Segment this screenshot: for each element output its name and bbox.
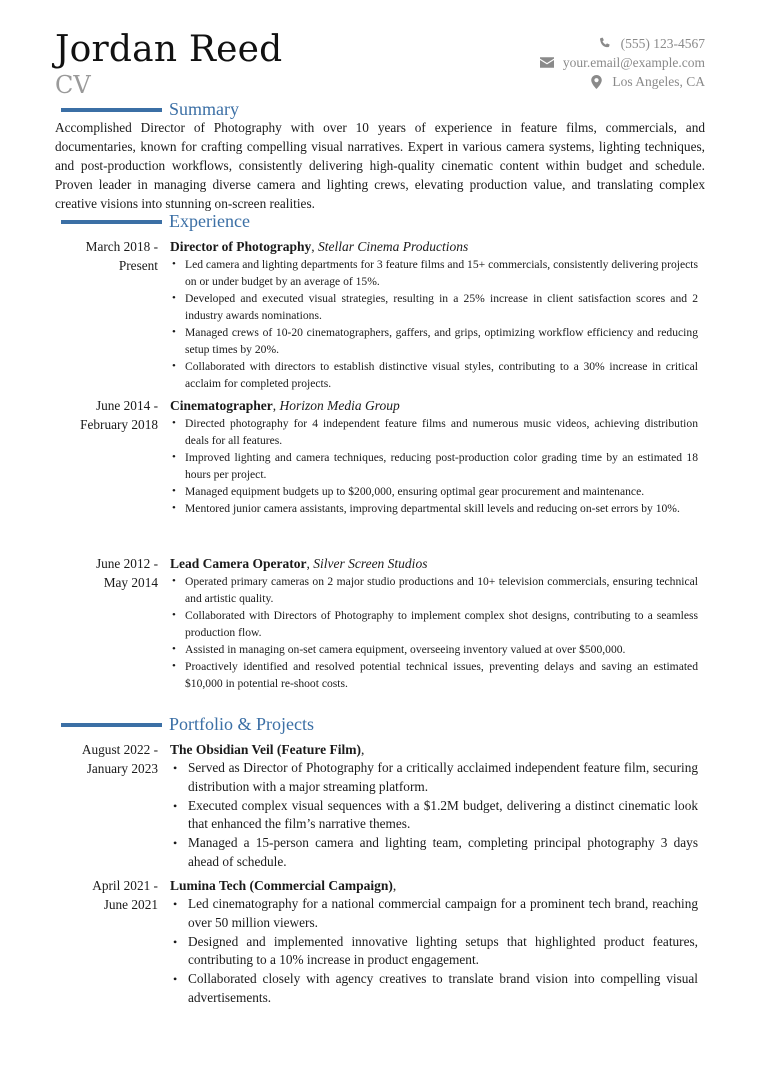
- date-end: May 2014: [103, 575, 158, 590]
- entry-content: [170, 554, 698, 692]
- bullet-list: [170, 415, 698, 517]
- section-divider: [61, 723, 162, 727]
- date-end: June 2021: [103, 897, 158, 912]
- bullet-item: • Proactively identified and resolved potential technical issues, preventing delays and saving an estimated $10,000 in potential re-shoot costs.: [170, 658, 698, 692]
- entry-content: [170, 237, 698, 392]
- entry-headline: Lead Camera Operator, Silver Screen Studios: [170, 556, 428, 571]
- document-subtitle: CV: [55, 71, 91, 99]
- job-org: Silver Screen Studios: [313, 556, 428, 571]
- bullet-item: • Directed photography for 4 independent feature films and numerous music videos, achieving distribution deals for all features.: [170, 415, 698, 449]
- bullet-item: • Improved lighting and camera techniques, reducing post-production color grading time by an estimated 18 hours per project.: [170, 449, 698, 483]
- contact-location: Los Angeles, CA: [612, 74, 705, 89]
- bullet-list: [170, 759, 698, 872]
- bullet-item: • Collaborated with Directors of Photography to implement complex shot designs, contributing to a seamless production flow.: [170, 607, 698, 641]
- section-portfolio-heading: [0, 712, 760, 736]
- date-start: August 2022 -: [81, 742, 158, 757]
- job-role: Lead Camera Operator: [170, 556, 307, 571]
- section-divider: [61, 220, 162, 224]
- entry-date: [40, 396, 158, 434]
- project-suffix: ,: [361, 742, 365, 757]
- date-end: Present: [118, 258, 158, 273]
- date-start: March 2018 -: [85, 239, 158, 254]
- job-role: Director of Photography: [170, 239, 312, 254]
- date-start: June 2012 -: [95, 556, 158, 571]
- candidate-name: Jordan Reed: [55, 29, 283, 70]
- entry-date: [40, 740, 158, 778]
- contact-phone-row: [539, 34, 705, 53]
- section-divider: [61, 108, 162, 112]
- section-title: Portfolio & Projects: [169, 714, 314, 734]
- bullet-item: • Managed crews of 10-20 cinematographers, gaffers, and grips, optimizing workflow efficiency and reducing setup times by 20%.: [170, 324, 698, 358]
- bullet-list: [170, 573, 698, 692]
- contact-email-row: [539, 53, 705, 72]
- bullet-item: • Served as Director of Photography for a critically acclaimed independent feature film, securing distribution with a major streaming platform.: [170, 759, 698, 797]
- date-end: January 2023: [86, 761, 158, 776]
- entry-date: [40, 237, 158, 275]
- contact-phone[interactable]: (555) 123-4567: [620, 36, 705, 51]
- bullet-item: • Managed equipment budgets up to $200,000, ensuring optimal gear procurement and maintenance.: [170, 483, 698, 500]
- phone-icon: [597, 37, 613, 51]
- bullet-item: • Mentored junior camera assistants, improving departmental skill levels and reducing on-set errors by 10%.: [170, 500, 698, 517]
- entry-headline: Director of Photography, Stellar Cinema Productions: [170, 239, 469, 254]
- entry-date: [40, 876, 158, 914]
- date-end: February 2018: [80, 417, 158, 432]
- bullet-item: • Led camera and lighting departments for 3 feature films and 15+ commercials, consistently delivering projects on or under budget by an average of 15%.: [170, 256, 698, 290]
- entry-headline: Cinematographer, Horizon Media Group: [170, 398, 400, 413]
- contact-block: [539, 34, 705, 91]
- section-experience-heading: [0, 209, 760, 233]
- envelope-icon: [539, 56, 555, 70]
- bullet-item: • Led cinematography for a national commercial campaign for a prominent tech brand, reaching over 50 million viewers.: [170, 895, 698, 933]
- bullet-list: [170, 895, 698, 1008]
- section-title: Summary: [169, 99, 239, 119]
- bullet-item: • Collaborated closely with agency creatives to translate brand vision into compelling visual advertisements.: [170, 970, 698, 1008]
- bullet-item: • Designed and implemented innovative lighting setups that highlighted product features, contributing to a 10% increase in product engagement.: [170, 933, 698, 971]
- bullet-list: [170, 256, 698, 392]
- entry-headline: [170, 740, 698, 759]
- date-start: June 2014 -: [95, 398, 158, 413]
- entry-content: [170, 876, 698, 1008]
- map-pin-icon: [588, 75, 604, 89]
- summary-text: Accomplished Director of Photography with over 10 years of experience in feature films, commercials, and documentaries, known for crafting compelling visual narratives. Expert in various camera systems, lighting techniques, and post-production workflows, consistently delivering high-quality cinematic content within budget and schedule. Proven leader in managing diverse camera and lighting crews, elevating production value, and translating complex creative visions into stunning on-screen realities.: [55, 120, 705, 211]
- bullet-item: • Collaborated with directors to establish distinctive visual styles, contributing to a 30% increase in critical acclaim for completed projects.: [170, 358, 698, 392]
- bullet-item: • Managed a 15-person camera and lighting team, completing principal photography 3 days ahead of schedule.: [170, 834, 698, 872]
- entry-headline: [170, 876, 698, 895]
- entry-date: [40, 554, 158, 592]
- contact-email[interactable]: your.email@example.com: [562, 55, 705, 70]
- bullet-item: • Operated primary cameras on 2 major studio productions and 10+ television commercials, ensuring technical and artistic quality.: [170, 573, 698, 607]
- bullet-item: • Executed complex visual sequences with a $1.2M budget, delivering a distinct cinematic look that enhanced the film’s narrative themes.: [170, 797, 698, 835]
- job-org: Horizon Media Group: [279, 398, 400, 413]
- section-title: Experience: [169, 211, 250, 231]
- job-org: Stellar Cinema Productions: [317, 239, 469, 254]
- contact-location-row: [539, 72, 705, 91]
- project-name: Lumina Tech (Commercial Campaign): [170, 878, 393, 893]
- job-role: Cinematographer: [170, 398, 273, 413]
- entry-content: [170, 396, 698, 517]
- project-name: The Obsidian Veil (Feature Film): [170, 742, 362, 757]
- date-start: April 2021 -: [92, 878, 158, 893]
- bullet-item: • Developed and executed visual strategies, resulting in a 25% increase in client satisfaction scores and 2 industry awards nominations.: [170, 290, 698, 324]
- bullet-item: • Assisted in managing on-set camera equipment, overseeing inventory valued at over $500,000.: [170, 641, 698, 658]
- entry-content: [170, 740, 698, 872]
- project-suffix: ,: [392, 878, 397, 893]
